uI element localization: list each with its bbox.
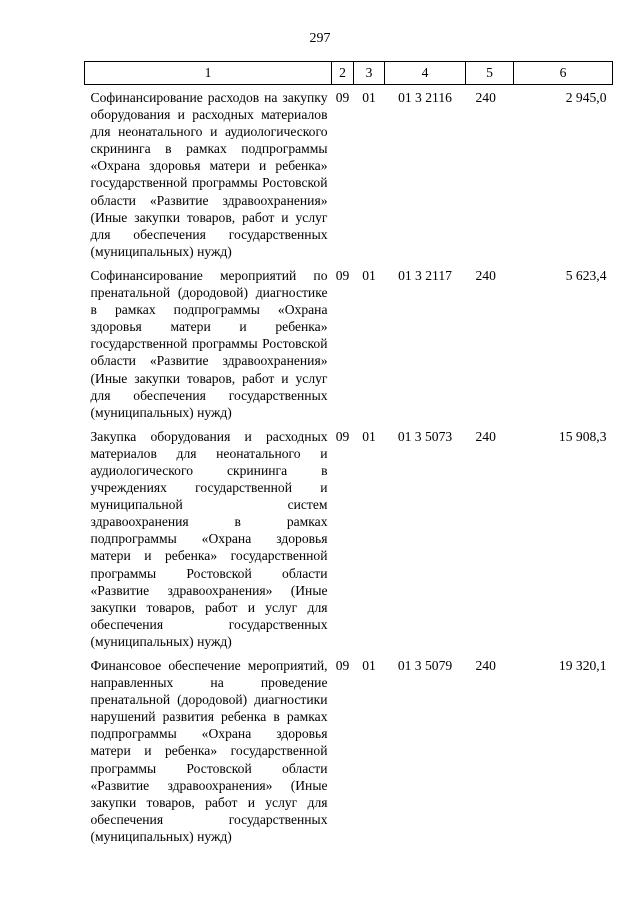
column-header-3: 3: [354, 62, 385, 85]
row-amount: 5 623,4: [565, 267, 607, 283]
row-description: Закупка оборудования и расходных материалов для неонатального и аудиологического скрининга в учреждениях государственной и муниципальной систем здравоохранения в рамках подпрограммы «Охрана здоровья матери и ребенка» государственной программы Ростовской области «Развитие здравоохранения» (Иные закупки товаров, работ и услуг для обеспечения государственных (муниципальных) нужд): [90, 428, 328, 649]
column-header-5: 5: [466, 62, 514, 85]
row-description: Софинансирование мероприятий по пренатальной (дородовой) диагностике в рамках подпрограммы «Охрана здоровья матери и ребенка» государственной программы Ростовской области «Развитие здравоохранения» (Иные закупки товаров, работ и услуг для обеспечения государственных (муниципальных) нужд): [90, 267, 328, 420]
row-amount: 2 945,0: [565, 90, 607, 105]
row-expense-type: 240: [475, 267, 496, 283]
row-subsection-code: 01: [362, 428, 376, 444]
row-section-code: 09: [335, 267, 350, 283]
row-section-code: 09: [335, 90, 350, 105]
budget-table: [84, 61, 613, 848]
row-description: Финансовое обеспечение мероприятий, направленных на проведение пренатальной (дородовой) диагностики нарушений развития ребенка в рамках подпрограммы «Охрана здоровья матери и ребенка» государственной программы Ростовской области «Развитие здравоохранения» (Иные закупки товаров, работ и услуг для обеспечения государственных (муниципальных) нужд): [90, 658, 328, 844]
table-row: [85, 653, 613, 848]
row-amount: 15 908,3: [558, 428, 607, 444]
row-section-code: 09: [335, 428, 350, 444]
table-row: [85, 85, 613, 263]
column-header-6: 6: [514, 62, 613, 85]
row-target-article: 01 3 5079: [397, 658, 453, 673]
row-target-article: 01 3 2116: [398, 90, 452, 105]
column-header-2: 2: [332, 62, 354, 85]
row-subsection-code: 01: [362, 90, 376, 105]
table-row: [85, 424, 613, 653]
row-expense-type: 240: [475, 658, 496, 673]
row-section-code: 09: [335, 658, 350, 673]
row-description: Софинансирование расходов на закупку оборудования и расходных материалов для неонатального и аудиологического скрининга в рамках подпрограммы «Охрана здоровья матери и ребенка» государственной программы Ростовской области «Развитие здравоохранения» (Иные закупки товаров, работ и услуг для обеспечения государственных (муниципальных) нужд): [90, 90, 328, 259]
row-expense-type: 240: [475, 90, 496, 105]
table-header-row: [85, 62, 613, 85]
table-row: [85, 263, 613, 424]
row-expense-type: 240: [475, 428, 496, 444]
row-target-article: 01 3 2117: [398, 267, 452, 283]
row-subsection-code: 01: [362, 267, 376, 283]
row-target-article: 01 3 5073: [397, 428, 453, 444]
column-header-1: 1: [85, 62, 332, 85]
row-amount: 19 320,1: [558, 658, 607, 673]
row-subsection-code: 01: [362, 658, 376, 673]
page-number: 297: [309, 31, 331, 46]
column-header-4: 4: [385, 62, 466, 85]
